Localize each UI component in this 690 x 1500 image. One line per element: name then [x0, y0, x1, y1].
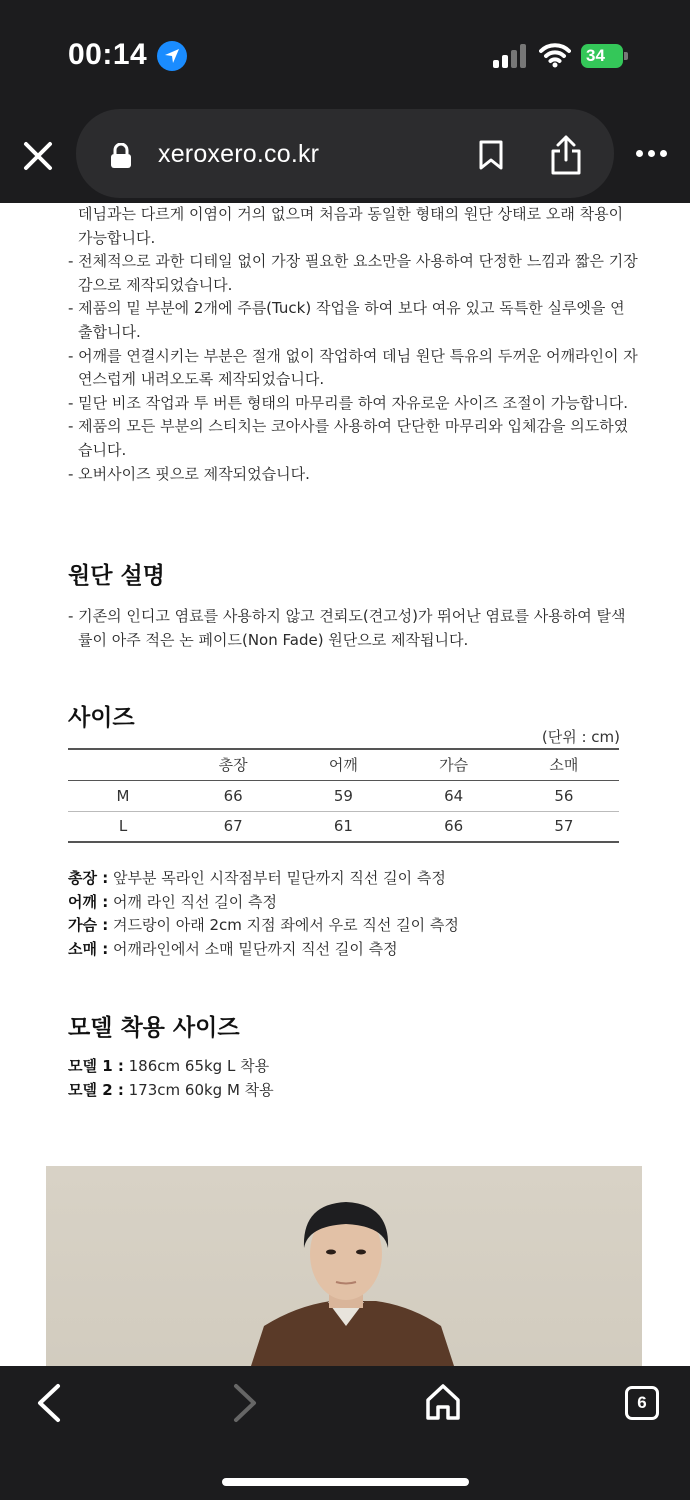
- home-indicator: [222, 1478, 469, 1486]
- fabric-section-title: 원단 설명: [68, 563, 165, 589]
- status-time: 00:14: [68, 38, 148, 71]
- note-label: 어깨 :: [68, 892, 109, 911]
- note-line: [68, 867, 459, 891]
- model-text: 186cm 65kg L 착용: [123, 1057, 270, 1075]
- forward-button[interactable]: [228, 1382, 262, 1428]
- size-table: [68, 748, 619, 843]
- model-photo-illustration: [46, 1166, 642, 1366]
- model-line: [68, 1055, 274, 1079]
- note-text: 어깨라인에서 소매 밑단까지 직선 길이 측정: [108, 939, 398, 958]
- table-cell: 67: [223, 817, 243, 836]
- note-line: [68, 914, 459, 938]
- description-item: - 밑단 비조 작업과 투 버튼 형태의 마무리를 하여 자유로운 사이즈 조절이 가능합니다.: [68, 393, 629, 412]
- note-text: 겨드랑이 아래 2cm 지점 좌에서 우로 직선 길이 측정: [108, 916, 459, 935]
- location-icon: [157, 41, 187, 71]
- measurement-notes: [68, 867, 459, 961]
- header-cell: 소매: [549, 756, 579, 775]
- table-cell: 61: [333, 817, 353, 836]
- model-line: [68, 1079, 274, 1103]
- close-button[interactable]: [20, 138, 56, 174]
- note-line: [68, 891, 459, 915]
- forward-icon: [228, 1382, 262, 1424]
- table-cell: L: [118, 817, 128, 836]
- table-row: [68, 780, 619, 811]
- note-label: 가슴 :: [68, 916, 109, 935]
- description-item: - 제품의 모든 부분의 스티치는 코아사를 사용하여 단단한 마무리와 입체감을 의도하였습니다.: [68, 417, 629, 459]
- model-label: 모델 1 :: [68, 1057, 124, 1075]
- fabric-description: - 기존의 인디고 염료를 사용하지 않고 견뢰도(견고성)가 뛰어난 염료를 사용하여 탈색률이 아주 적은 논 페이드(Non Fade) 원단으로 제작됩니다.: [68, 607, 626, 649]
- description-item: 데님과는 다르게 이염이 거의 없으며 처음과 동일한 형태의 원단 상태로 오래 착용이 가능합니다.: [78, 205, 624, 247]
- description-item: - 어깨를 연결시키는 부분은 절개 없이 작업하여 데님 원단 특유의 두꺼운 어깨라인이 자연스럽게 내려오도록 제작되었습니다.: [68, 346, 638, 389]
- tabs-button[interactable]: 6: [625, 1386, 659, 1420]
- browser-bottom-toolbar: [0, 1366, 690, 1500]
- table-cell: 66: [223, 786, 243, 805]
- header-cell: 어깨: [328, 756, 358, 775]
- model-label: 모델 2 :: [68, 1080, 124, 1099]
- bookmark-button[interactable]: [478, 139, 504, 175]
- bookmark-icon: [478, 139, 504, 171]
- note-label: 총장 :: [68, 869, 109, 887]
- more-icon: [636, 150, 643, 157]
- header-cell: 총장: [218, 756, 248, 775]
- close-icon: [20, 138, 56, 174]
- table-cell: 64: [444, 786, 464, 805]
- note-line: [68, 938, 459, 962]
- note-text: 앞부분 목라인 시작점부터 밑단까지 직선 길이 측정: [108, 869, 446, 887]
- product-description-list: [68, 203, 638, 486]
- header-cell: [68, 749, 178, 780]
- model-section-title: 모델 착용 사이즈: [68, 1015, 240, 1041]
- battery-icon: [581, 44, 628, 68]
- more-button[interactable]: [636, 150, 668, 158]
- model-photo: [46, 1166, 642, 1366]
- model-size-info: [68, 1055, 274, 1102]
- wifi-icon: [539, 42, 571, 72]
- size-section-title: 사이즈: [68, 705, 135, 731]
- table-cell: 59: [333, 786, 353, 805]
- description-item: - 전체적으로 과한 디테일 없이 가장 필요한 요소만을 사용하여 단정한 느낌과 짧은 기장감으로 제작되었습니다.: [68, 252, 638, 294]
- table-cell: M: [116, 786, 130, 805]
- back-icon: [32, 1382, 66, 1424]
- table-row: [68, 811, 619, 842]
- lock-icon: [110, 143, 132, 173]
- home-button[interactable]: [424, 1382, 462, 1426]
- model-text: 173cm 60kg M 착용: [123, 1080, 274, 1099]
- cellular-signal-icon: [493, 44, 529, 68]
- note-text: 어깨 라인 직선 길이 측정: [108, 892, 277, 911]
- home-icon: [424, 1382, 462, 1422]
- table-cell: 56: [554, 786, 574, 805]
- header-cell: 가슴: [439, 756, 469, 775]
- web-page-content: [0, 203, 690, 1366]
- address-bar[interactable]: [76, 109, 614, 198]
- share-button[interactable]: [549, 134, 583, 180]
- battery-level: 34: [581, 44, 623, 68]
- description-item: - 오버사이즈 핏으로 제작되었습니다.: [68, 464, 310, 483]
- size-unit-label: (단위 : cm): [541, 728, 620, 746]
- description-item: - 제품의 밑 부분에 2개에 주름(Tuck) 작업을 하여 보다 여유 있고 독특한 실루엣을 연출합니다.: [68, 299, 625, 341]
- size-table-header: [68, 749, 619, 780]
- battery-nub: [624, 52, 628, 60]
- table-cell: 57: [554, 817, 574, 836]
- share-icon: [549, 134, 583, 176]
- browser-top-bar: [0, 0, 690, 203]
- note-label: 소매 :: [68, 939, 109, 958]
- back-button[interactable]: [32, 1382, 66, 1428]
- url-text[interactable]: xeroxero.co.kr: [158, 140, 320, 168]
- table-cell: 66: [444, 817, 464, 836]
